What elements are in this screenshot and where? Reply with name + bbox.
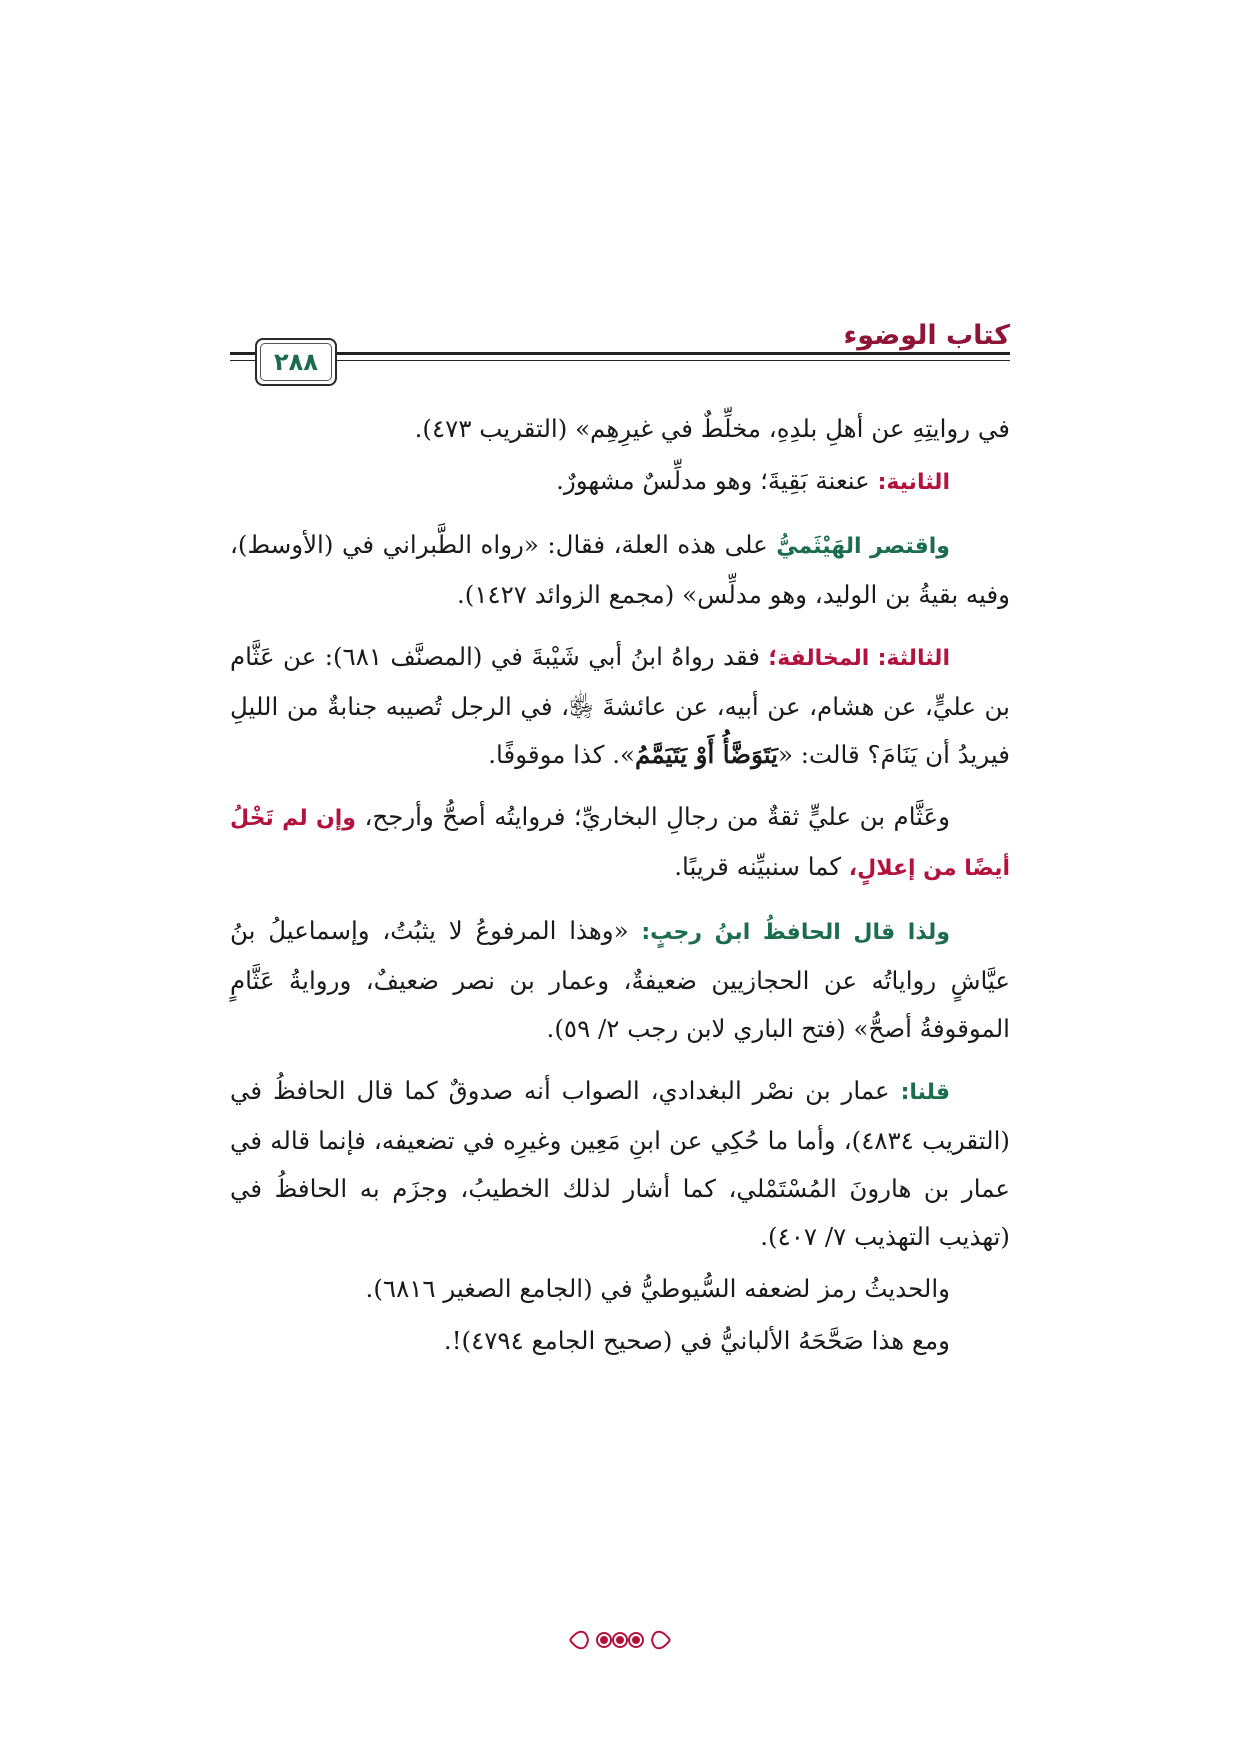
paragraph-3-label: واقتصر الهَيْثَميُّ	[776, 534, 950, 559]
paragraph-2-text: عنعنة بَقِيةَ؛ وهو مدلِّسٌ مشهورٌ.	[556, 466, 878, 495]
page-number: ٢٨٨	[274, 348, 318, 376]
paragraph-5-highlight: وإن لم تَخْلُ أيضًا من إعلالٍ،	[230, 806, 1010, 881]
paragraph-4-text-a: فقد رواهُ ابنُ أبي شَيْبةَ في (المصنَّف ٦٨١): عن عَثَّام بن عليٍّ، عن هشام، عن أبيه، عن عائشةَ ﵂، في الرجل تُصيبه جنابةٌ من الليلِ فيريدُ أن يَنَامَ؟ قالت: «	[230, 642, 1010, 769]
paragraph-3-text: على هذه العلة، فقال: «رواه الطَّبراني في (الأوسط)، وفيه بقيةُ بن الوليد، وهو مدلِّس» (مجمع الزوائد ١٤٢٧).	[230, 530, 1010, 609]
paragraph-1	[230, 405, 1010, 453]
paragraph-6	[230, 907, 1010, 1053]
paragraph-6-text: «وهذا المرفوعُ لا يثبُتُ، وإسماعيلُ بنُ عيَّاشٍ رواياتُه عن الحجازيين ضعيفةٌ، وعمار بن نصر ضعيفٌ، وروايةُ عَثَّامٍ الموقوفةُ أصحُّ» (فتح الباري لابن رجب ٢/ ٥٩).	[230, 916, 1010, 1043]
header-rule-top	[230, 352, 1010, 355]
paragraph-5-tail: كما سنبيِّنه قريبًا.	[674, 852, 849, 881]
paragraph-5-text: وعَثَّام بن عليٍّ ثقةٌ من رجالِ البخاريِّ؛ فروايتُه أصحُّ وأرجح،	[355, 802, 951, 831]
paragraph-7-text: عمار بن نصْر البغدادي، الصواب أنه صدوقٌ كما قال الحافظُ في (التقريب ٤٨٣٤)، وأما ما حُكِي عن ابنِ مَعِين وغيرِه في تضعيفه، فإنما قاله في عمار بن هارونَ المُسْتَمْلي، كما أشار لذلك الخطيبُ، وجزَم به الحافظُ في (تهذيب التهذيب ٧/ ٤٠٧).	[230, 1076, 1010, 1251]
paragraph-9	[230, 1317, 1010, 1365]
paragraph-2	[230, 457, 1010, 507]
floral-divider-icon	[520, 1620, 720, 1660]
page-header	[230, 300, 1010, 380]
paragraph-2-label: الثانية:	[877, 470, 950, 495]
book-title: كتاب الوضوء	[843, 320, 1010, 351]
page-body	[230, 405, 1010, 1369]
paragraph-6-label: ولذا قال الحافظُ ابنُ رجبٍ:	[641, 920, 950, 945]
floral-divider-svg	[560, 1623, 680, 1657]
header-rule-bottom	[230, 360, 1010, 361]
page-number-badge	[255, 338, 337, 386]
paragraph-5	[230, 793, 1010, 893]
paragraph-3	[230, 521, 1010, 619]
paragraph-4-quote: يَتَوَضَّأُ أَوْ يَتَيَمَّمُ	[635, 740, 778, 769]
paragraph-1-text: في روايتِهِ عن أهلِ بلدِهِ، مخلِّطٌ في غيرِهِم» (التقريب ٤٧٣).	[414, 414, 1010, 443]
paragraph-8	[230, 1265, 1010, 1313]
paragraph-7	[230, 1067, 1010, 1261]
paragraph-7-label: قلنا:	[900, 1080, 950, 1105]
paragraph-8-text: والحديثُ رمز لضعفه السُّيوطيُّ في (الجامع الصغير ٦٨١٦).	[365, 1274, 950, 1303]
paragraph-4-label: الثالثة: المخالفة؛	[768, 646, 950, 671]
paragraph-9-text: ومع هذا صَحَّحَهُ الألبانيُّ في (صحيح الجامع ٤٧٩٤)!.	[443, 1326, 950, 1355]
paragraph-4-text-b: ». كذا موقوفًا.	[488, 740, 636, 769]
paragraph-4	[230, 633, 1010, 779]
